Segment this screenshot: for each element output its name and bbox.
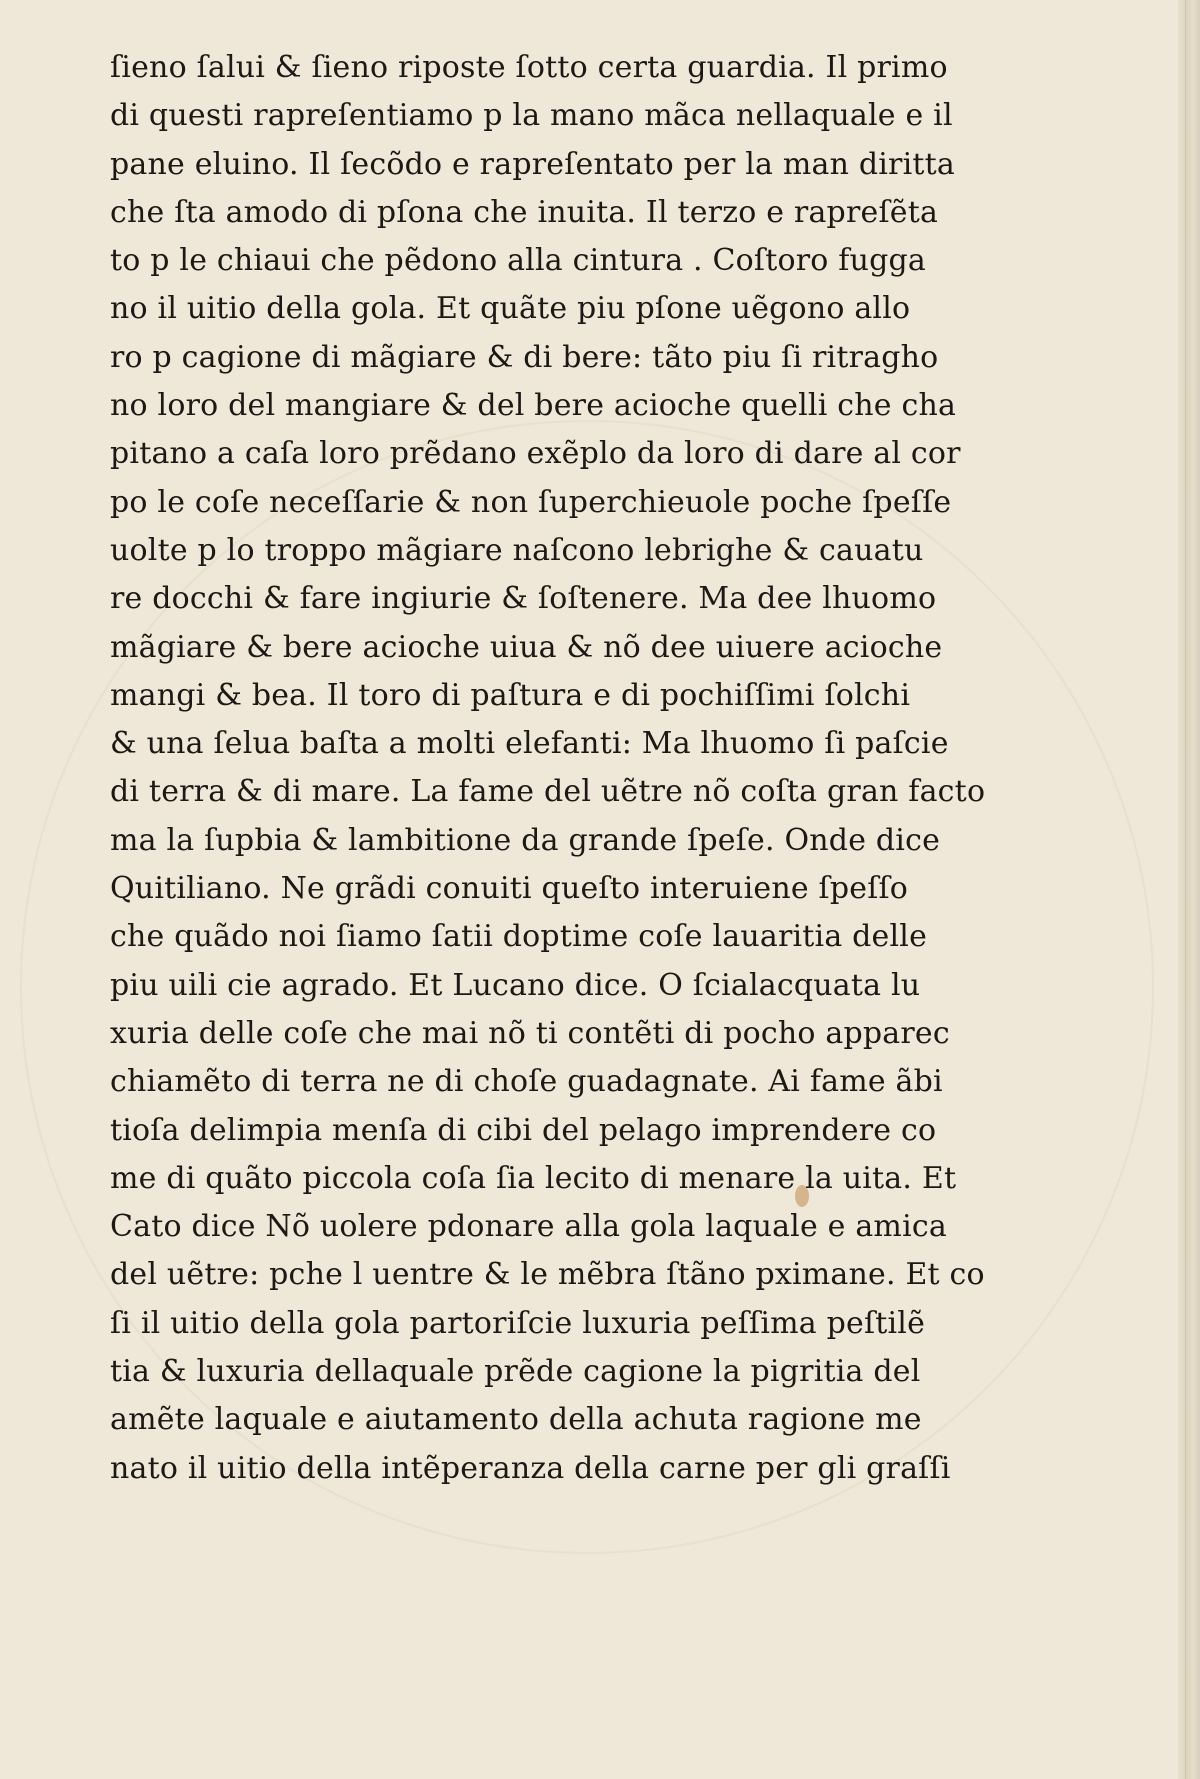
text-line: ſieno ſalui & ſieno riposte ſotto certa guardia. Il primo (110, 50, 948, 85)
text-line: uolte p lo troppo mãgiare naſcono lebrighe & cauatu (110, 532, 924, 568)
text-line: nato il uitio della intẽperanza della carne per gli graſſi (110, 1450, 951, 1486)
text-line: chiamẽto di terra ne di choſe guadagnate. Ai fame ãbi (110, 1064, 943, 1100)
text-line: di questi rapreſentiamo p la mano mãca nellaquale e il (110, 98, 953, 134)
text-line: che ſta amodo di pſona che inuita. Il terzo e rapreſẽta (110, 194, 939, 230)
text-line: no loro del mangiare & del bere acioche quelli che cha (110, 388, 957, 424)
text-line: re docchi & fare ingiurie & ſoſtenere. Ma dee lhuomo (110, 581, 937, 617)
text-line: pane eluino. Il ſecõdo e rapreſentato per la man diritta (110, 146, 955, 182)
text-line: pitano a caſa loro prẽdano exẽplo da loro di dare al cor (110, 436, 961, 472)
text-line: Cato dice Nõ uolere pdonare alla gola laquale e amica (110, 1209, 947, 1245)
text-line: Quitiliano. Ne grãdi conuiti queſto interuiene ſpeſſo (110, 871, 909, 907)
text-line: del uẽtre: pche l uentre & le mẽbra ſtãno pximane. Et co (110, 1257, 985, 1293)
text-line: ro p cagione di mãgiare & di bere: tãto piu ſi ritragho (110, 339, 939, 375)
text-line: to p le chiaui che pẽdono alla cintura . Coſtoro fugga (110, 243, 927, 279)
text-line: po le coſe neceſſarie & non ſuperchieuole poche ſpeſſe (110, 484, 952, 520)
text-line: & una ſelua baſta a molti elefanti: Ma lhuomo ſi paſcie (110, 726, 949, 762)
text-line: mãgiare & bere acioche uiua & nõ dee uiuere acioche (110, 629, 943, 665)
page-edge (1178, 0, 1200, 1779)
text-line: tia & luxuria dellaquale prẽde cagione la pigritia del (110, 1354, 921, 1390)
text-line: amẽte laquale e aiutamento della achuta ragione me (110, 1402, 922, 1438)
text-line: che quãdo noi ſiamo ſatii doptime coſe lauaritia delle (110, 919, 928, 955)
text-line: di terra & di mare. La fame del uẽtre nõ coſta gran facto (110, 774, 986, 810)
text-line: ſi il uitio della gola partoriſcie luxuria peſſima peſtilẽ (110, 1305, 926, 1341)
text-line: ma la ſupbia & lambitione da grande ſpeſe. Onde dice (110, 822, 941, 858)
text-line: no il uitio della gola. Et quãte piu pſone uẽgono allo (110, 291, 911, 327)
text-line: piu uili cie agrado. Et Lucano dice. O ſcialacquata lu (110, 967, 921, 1003)
text-line: mangi & bea. Il toro di paſtura e di pochiſſimi ſolchi (110, 677, 911, 713)
text-line: tioſa delimpia menſa di cibi del pelago imprendere co (110, 1112, 937, 1148)
page-edge-line (1185, 0, 1186, 1779)
text-line: xuria delle coſe che mai nõ ti contẽti di pocho apparec (110, 1015, 950, 1051)
text-block (110, 44, 1010, 1493)
text-line: me di quãto piccola coſa ſia lecito di menare la uita. Et (110, 1160, 957, 1196)
